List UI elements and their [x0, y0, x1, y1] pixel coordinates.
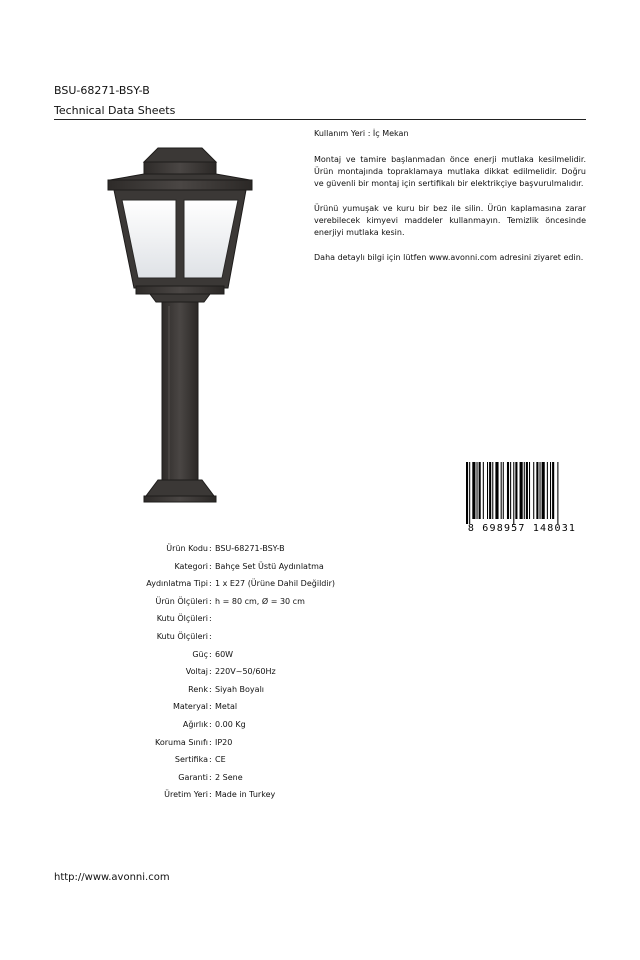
spec-colon: : [209, 649, 212, 659]
barcode-bar [550, 462, 551, 519]
spec-key: Materyal [172, 702, 208, 712]
barcode-bar [542, 462, 545, 519]
barcode-bar [513, 462, 514, 524]
spec-colon: : [209, 596, 212, 606]
barcode-bar [557, 462, 558, 524]
spec-colon: : [209, 684, 212, 694]
spec-row [0, 720, 640, 734]
spec-key: Koruma Sınıfı [155, 737, 208, 747]
barcode-bar [503, 462, 504, 519]
spec-key: Güç [192, 649, 208, 659]
cleaning-note: Ürünü yumuşak ve kuru bir bez ile silin. Ürün kaplamasına zarar verebilecek kimyevi maddeler kullanmayın. Temizlik öncesinde enerjiyi mutlaka kesin. [314, 204, 586, 237]
spec-colon: : [209, 702, 212, 712]
barcode-bar [536, 462, 538, 519]
spec-key: Renk [188, 684, 208, 694]
barcode-bar [466, 462, 468, 524]
barcode-bar [526, 462, 528, 519]
spec-colon: : [209, 561, 212, 571]
spec-row [0, 755, 640, 769]
spec-key: Kategori [174, 561, 208, 571]
barcode-bar [529, 462, 530, 519]
spec-value: Made in Turkey [215, 790, 276, 800]
spec-key: Kutu Ölçüleri [156, 632, 208, 641]
barcode-bar [515, 462, 517, 519]
spec-value: Siyah Boyalı [215, 684, 265, 694]
barcode-bar [552, 462, 554, 519]
barcode-bar [501, 462, 502, 519]
spec-row [0, 650, 640, 664]
spec-value: BSU-68271-BSY-B [215, 544, 285, 553]
spec-colon: : [209, 614, 212, 624]
spec-row [0, 667, 640, 681]
spec-colon: : [209, 772, 212, 782]
spec-key: Üretim Yeri [164, 790, 208, 800]
usage-line: Kullanım Yeri : İç Mekan [314, 129, 409, 138]
footer-url[interactable]: http://www.avonni.com [54, 872, 170, 883]
install-note: Montaj ve tamire başlanmadan önce enerji mutlaka kesilmelidir. Ürün montajında topraklamaya mutlaka dikkat edilmelidir. Doğru ve güvenli bir montaj için sertifikalı bir elektrikçiye başvurulmalıdır. [314, 155, 586, 188]
spec-row [0, 562, 640, 576]
barcode-bar [524, 462, 525, 519]
barcode-bar [472, 462, 475, 519]
spec-key: Ağırlık [182, 720, 208, 729]
barcode-bar [477, 462, 478, 519]
barcode-digits: 8 698957 148031 [467, 523, 577, 534]
spec-row [0, 579, 640, 593]
spec-colon: : [209, 737, 212, 747]
spec-key: Sertifika [174, 755, 208, 765]
barcode-bar [510, 462, 511, 519]
spec-value: 1 x E27 (Ürüne Dahil Değildir) [215, 579, 335, 589]
barcode-bar [547, 462, 548, 519]
spec-colon: : [209, 755, 212, 765]
spec-value: h = 80 cm, Ø = 30 cm [215, 596, 305, 606]
spec-row [0, 685, 640, 699]
spec-colon: : [209, 790, 212, 800]
spec-row [0, 597, 640, 611]
spec-colon: : [209, 720, 212, 729]
barcode-bar [489, 462, 491, 519]
doc-code: BSU-68271-BSY-B [54, 84, 150, 97]
spec-row [0, 773, 640, 787]
spec-value: CE [215, 755, 226, 765]
header-rule [54, 119, 586, 120]
spec-value: 220V~50/60Hz [215, 667, 276, 677]
barcode-bar [540, 462, 541, 519]
barcode-bar [479, 462, 481, 519]
spec-key: Aydınlatma Tipi [146, 579, 208, 589]
spec-value: Bahçe Set Üstü Aydınlatma [215, 561, 324, 571]
barcode [458, 460, 586, 534]
spec-row [0, 702, 640, 716]
barcode-bar [520, 462, 523, 519]
product-image [100, 140, 260, 510]
barcode-bar [483, 462, 484, 519]
spec-row [0, 544, 640, 558]
doc-subtitle: Technical Data Sheets [54, 104, 176, 117]
spec-key: Kutu Ölçüleri [156, 614, 208, 624]
spec-colon: : [209, 667, 212, 677]
barcode-bar [533, 462, 534, 519]
spec-key: Ürün Ölçüleri [155, 596, 208, 606]
barcode-bar [507, 462, 509, 519]
barcode-bar [492, 462, 493, 519]
spec-value: 2 Sene [215, 772, 243, 782]
spec-row [0, 790, 640, 804]
spec-key: Voltaj [185, 667, 208, 677]
barcode-bar [495, 462, 498, 519]
barcode-bar [487, 462, 488, 519]
spec-row [0, 614, 640, 628]
spec-row [0, 632, 640, 646]
spec-row [0, 738, 640, 752]
spec-value: 60W [215, 649, 234, 659]
spec-colon: : [209, 632, 212, 641]
spec-value: Metal [215, 702, 238, 712]
more-info-note: Daha detaylı bilgi için lütfen www.avonni.com adresini ziyaret edin. [314, 253, 584, 262]
barcode-bar [469, 462, 470, 524]
spec-key: Ürün Kodu [166, 544, 208, 553]
info-block [314, 128, 586, 277]
spec-value: 0.00 Kg [215, 720, 246, 729]
spec-colon: : [209, 544, 212, 553]
spec-key: Garanti [178, 772, 208, 782]
spec-value: IP20 [215, 737, 233, 747]
spec-colon: : [209, 579, 212, 589]
